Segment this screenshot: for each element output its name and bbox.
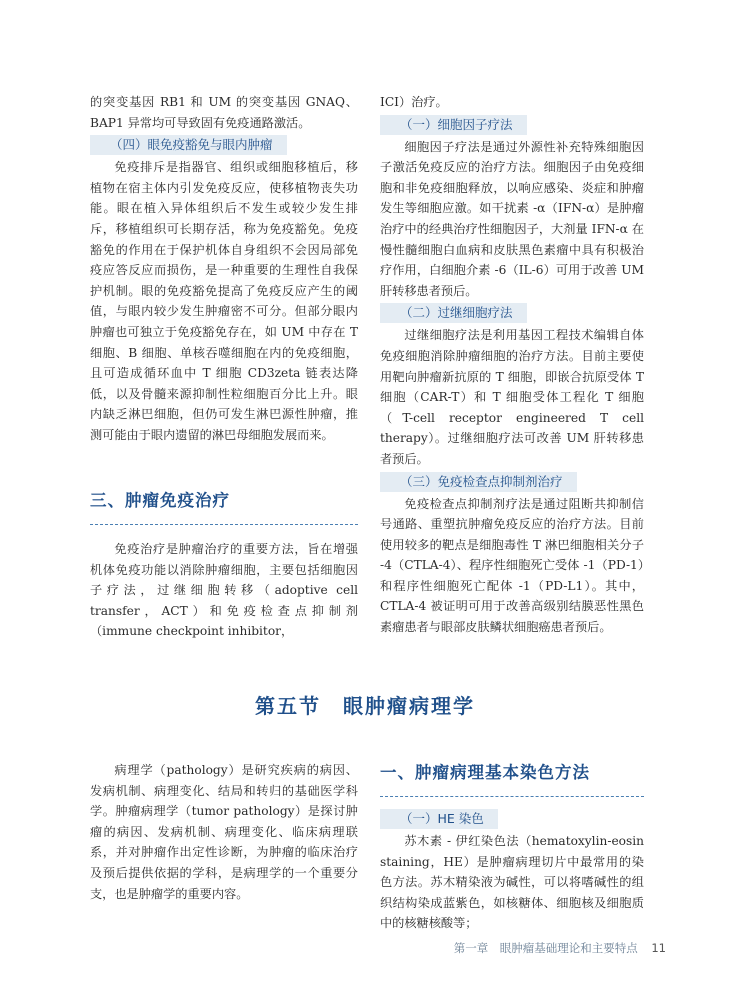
paragraph-pathology-intro: 病理学（pathology）是研究疾病的病因、发病机制、病理变化、结局和转归的基础医学科学。肿瘤病理学（tumor pathology）是探讨肿瘤的病因、发病机制、病理变化、临床病理联系，并对肿瘤作出定性诊断，为肿瘤的临床治疗及预后提供依据的学科，是病理学的一个重要分支，也是肿瘤学的重要内容。 xyxy=(90,763,358,901)
paragraph-continued-ici: ICI）治疗。 xyxy=(380,95,448,109)
section-heading-tumor-immunotherapy: 三、肿瘤免疫治疗 xyxy=(90,491,230,510)
subheading-checkpoint-inhibitor: （三）免疫检查点抑制剂治疗 xyxy=(380,472,577,492)
paragraph-immunotherapy-intro: 免疫治疗是肿瘤治疗的重要方法，旨在增强机体免疫功能以消除肿瘤细胞，主要包括细胞因子疗法，过继细胞转移（adoptive cell transfer，ACT）和免疫检查点抑制剂（immune checkpoint inhibitor， xyxy=(90,542,358,639)
subheading-cytokine-therapy: （一）细胞因子疗法 xyxy=(380,115,527,135)
left-column-bottom xyxy=(90,760,358,904)
left-column-top xyxy=(90,92,358,446)
subheading-he-staining: （一）HE 染色 xyxy=(380,809,498,829)
subheading-adoptive-cell-therapy: （二）过继细胞疗法 xyxy=(380,303,527,323)
paragraph-checkpoint-inhibitor: 免疫检查点抑制剂疗法是通过阻断共抑制信号通路、重塑抗肿瘤免疫反应的治疗方法。目前使用较多的靶点是细胞毒性 T 淋巴细胞相关分子 -4（CTLA-4）、程序性细胞死亡受体 -1（PD-1）和程序性细胞死亡配体 -1（PD-L1）。其中，CTLA-4 被证明可用于改善高级别结膜恶性黑色素瘤患者与眼部皮肤鳞状细胞癌患者预后。 xyxy=(380,496,644,635)
page-footer xyxy=(454,940,666,956)
subheading-eye-immune-privilege: （四）眼免疫豁免与眼内肿瘤 xyxy=(90,135,287,155)
section-divider xyxy=(90,524,358,525)
left-column-section3 xyxy=(90,490,358,642)
paragraph-cytokine-therapy: 细胞因子疗法是通过外源性补充特殊细胞因子激活免疫反应的治疗方法。细胞因子由免疫细胞和非免疫细胞释放，以响应感染、炎症和肿瘤发生等细胞应激。如干扰素 -α（IFN-α）是肿瘤治疗中的经典治疗性细胞因子，大剂量 IFN-α 在慢性髓细胞白血病和皮肤黑色素瘤中具有积极治疗作用，白细胞介素 -6（IL-6）可用于改善 UM 肝转移患者预后。 xyxy=(380,139,644,298)
right-column-bottom xyxy=(380,762,644,934)
paragraph-immune-privilege: 免疫排斥是指器官、组织或细胞移植后，移植物在宿主体内引发免疫反应，使移植物丧失功能。眼在植入异体组织后不发生或较少发生排斥，移植组织可长期存活，称为免疫豁免。免疫豁免的作用在于保护机体自身组织不会因局部免疫应答反应而损伤，是一种重要的生理性自我保护机制。眼的免疫豁免提高了免疫反应产生的阈值，与眼内较少发生肿瘤密不可分。但部分眼内肿瘤也可独立于免疫豁免存在，如 UM 中存在 T 细胞、B 细胞、单核吞噬细胞在内的免疫细胞，且可造成循环血中 T 细胞 CD3zeta 链表达降低，以及骨髓来源抑制性粒细胞百分比上升。眼内缺乏淋巴细胞，但仍可发生淋巴源性肿瘤，推测可能由于眼内遗留的淋巴母细胞发展而来。 xyxy=(90,160,358,442)
paragraph-he-staining: 苏木素 - 伊红染色法（hematoxylin-eosin staining，HE）是肿瘤病理切片中最常用的染色方法。苏木精染液为碱性，可以将嗜碱性的组织结构染成蓝紫色，如核糖体、细胞核及细胞质中的核糖核酸等； xyxy=(380,834,644,931)
section-divider xyxy=(380,796,644,797)
paragraph-continued: 的突变基因 RB1 和 UM 的突变基因 GNAQ、BAP1 异常均可导致固有免疫通路激活。 xyxy=(90,95,358,130)
page-number: 11 xyxy=(651,941,666,955)
right-column-top xyxy=(380,92,644,638)
footer-chapter-title: 第一章 眼肿瘤基础理论和主要特点 xyxy=(453,941,638,955)
section-heading-staining-methods: 一、肿瘤病理基本染色方法 xyxy=(380,763,590,782)
paragraph-adoptive-cell-therapy: 过继细胞疗法是利用基因工程技术编辑自体免疫细胞消除肿瘤细胞的治疗方法。目前主要使用靶向肿瘤新抗原的 T 细胞，即嵌合抗原受体 T 细胞（CAR-T）和 T 细胞受体工程化 T 细胞（T-cell receptor engineered T cell therapy）。过继细胞疗法可改善 UM 肝转移患者预后。 xyxy=(380,328,644,466)
chapter-section-title: 第五节 眼肿瘤病理学 xyxy=(255,694,475,718)
